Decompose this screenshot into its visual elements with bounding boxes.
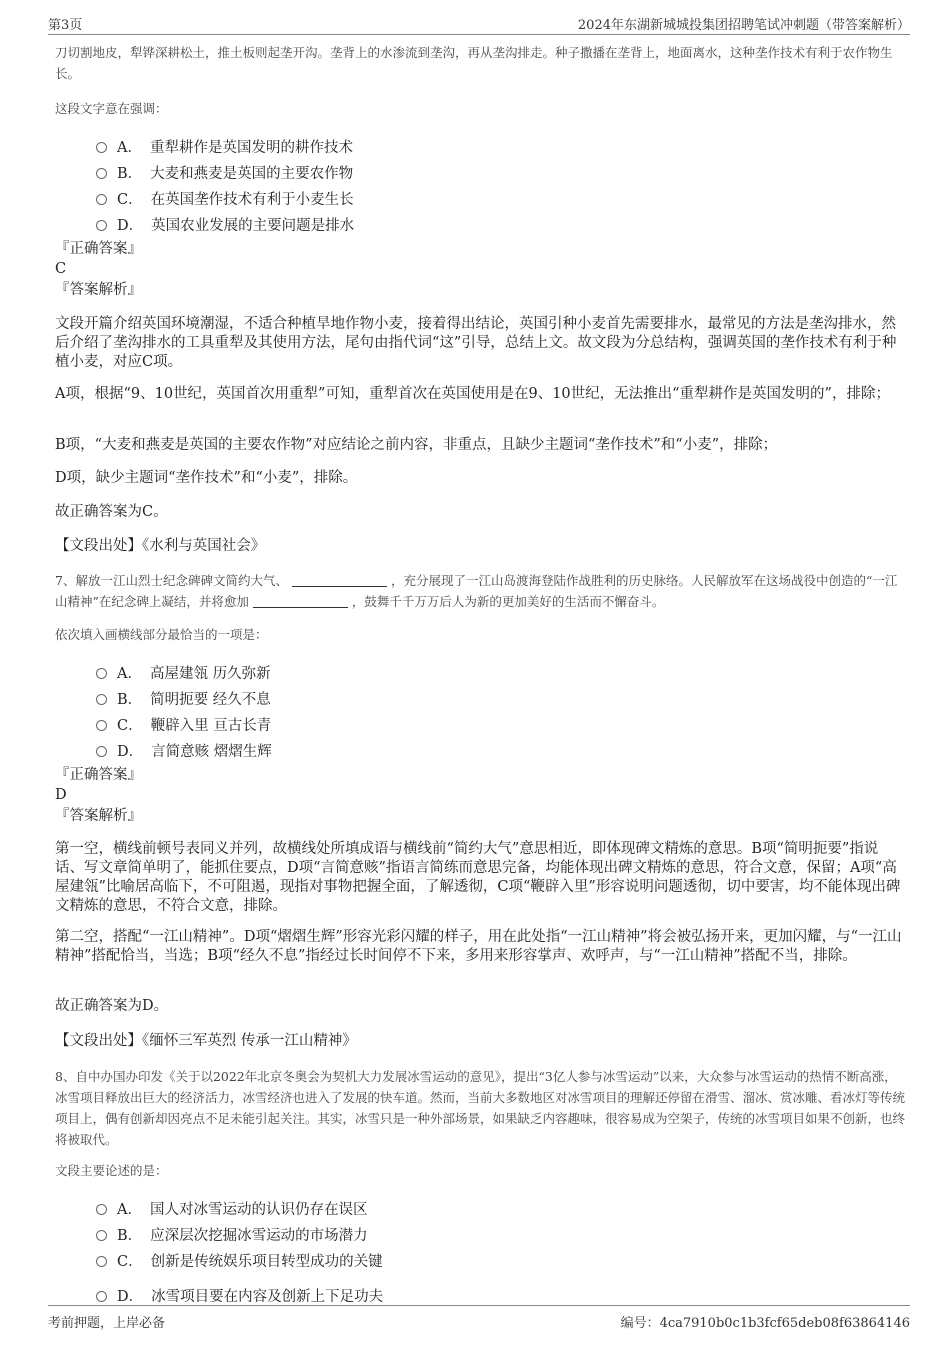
- q6-option-c[interactable]: C． 在英国垄作技术有利于小麦生长: [96, 188, 354, 209]
- page-header: [48, 12, 910, 35]
- radio-icon[interactable]: [96, 694, 107, 705]
- q6-analysis-2: A项，根据“9、10世纪，英国首次用重犁”可知，重犁首次在英国使用是在9、10世纪，无法推出“重犁耕作是英国发明的”，排除；: [55, 386, 890, 402]
- radio-icon[interactable]: [96, 720, 107, 731]
- q7-passage: 7、解放一江山烈士纪念碑碑文简约大气、 ，充分展现了一江山岛渡海登陆作战胜利的历史脉络。人民解放军在这场战役中创造的“一江山精神”在纪念碑上凝结，并将愈加 ，鼓舞千千万万后人为新的更加美好的生活而不懈奋斗。: [55, 573, 898, 609]
- q7-prompt: 依次填入画横线部分最恰当的一项是：: [55, 627, 268, 642]
- page-number: 第3页: [48, 18, 83, 33]
- q7-option-a[interactable]: A． 高屋建瓴 历久弥新: [96, 662, 271, 683]
- page-footer: [48, 1305, 910, 1332]
- q6-option-d[interactable]: D． 英国农业发展的主要问题是排水: [96, 214, 354, 235]
- radio-icon[interactable]: [96, 746, 107, 757]
- q6-source: 【文段出处】《水利与英国社会》: [55, 538, 266, 554]
- q6-answer-label: 『正确答案』: [55, 241, 142, 257]
- radio-icon[interactable]: [96, 1230, 107, 1241]
- q7-option-d[interactable]: D． 言简意赅 熠熠生辉: [96, 740, 272, 761]
- fill-blank-1: [292, 574, 387, 587]
- q7-analysis-3: 故正确答案为D。: [55, 998, 169, 1014]
- q8-option-d[interactable]: D． 冰雪项目要在内容及创新上下足功夫: [96, 1285, 383, 1306]
- q7-answer-label: 『正确答案』: [55, 767, 142, 783]
- q8-prompt: 文段主要论述的是：: [55, 1163, 168, 1178]
- radio-icon[interactable]: [96, 194, 107, 205]
- q7-analysis-label: 『答案解析』: [55, 808, 142, 824]
- q7-answer: D: [55, 787, 67, 803]
- q7-source: 【文段出处】《缅怀三军英烈 传承一江山精神》: [55, 1033, 357, 1049]
- q7-analysis-1: 第一空，横线前顿号表同义并列，故横线处所填成语与横线前“简约大气”意思相近，即体现碑文精炼的意思。B项“简明扼要”指说话、写文章简单明了，能抓住要点，D项“言简意赅”指语言简练而意思完备，均能体现出碑文精炼的意思，符合文意，保留；A项“高屋建瓴”比喻居高临下，不可阻遏，现指对事物把握全面，了解透彻，C项“鞭辟入里”形容说明问题透彻，切中要害，均不能体现出碑文精炼的意思，不符合文意，排除。: [55, 841, 901, 914]
- q6-option-a[interactable]: A． 重犁耕作是英国发明的耕作技术: [96, 136, 353, 157]
- radio-icon[interactable]: [96, 668, 107, 679]
- radio-icon[interactable]: [96, 220, 107, 231]
- q6-answer: C: [55, 261, 67, 277]
- document-title: 2024年东湖新城城投集团招聘笔试冲刺题（带答案解析）: [577, 18, 910, 33]
- radio-icon[interactable]: [96, 142, 107, 153]
- radio-icon[interactable]: [96, 1256, 107, 1267]
- q6-analysis-1: 文段开篇介绍英国环境潮湿，不适合种植旱地作物小麦，接着得出结论，英国引种小麦首先需要排水，最常见的方法是垄沟排水，然后介绍了垄沟排水的工具重犁及其使用方法，尾句由指代词“这”引导，总结上文。故文段为分总结构，强调英国的垄作技术有利于种植小麦，对应C项。: [55, 316, 897, 370]
- q7-option-c[interactable]: C． 鞭辟入里 亘古长青: [96, 714, 271, 735]
- q8-passage: 8、自中办国办印发《关于以2022年北京冬奥会为契机大力发展冰雪运动的意见》，提出“3亿人参与冰雪运动”以来，大众参与冰雪运动的热情不断高涨，冰雪项目释放出巨大的经济活力，冰雪经济也进入了发展的快车道。然而，当前大多数地区对冰雪项目的理解还停留在滑雪、溜冰、赏冰雕、看冰灯等传统项目上，偶有创新却因亮点不足未能引起关注。其实，冰雪只是一种外部场景，如果缺乏内容趣味，很容易成为空架子，传统的冰雪项目如果不创新，也终将被取代。: [55, 1069, 906, 1147]
- q7-option-b[interactable]: B． 简明扼要 经久不息: [96, 688, 271, 709]
- q6-passage: 刀切割地皮，犁铧深耕松土，推土板则起垄开沟。垄背上的水渗流到垄沟，再从垄沟排走。种子撒播在垄背上，地面离水，这种垄作技术有利于农作物生长。: [55, 45, 893, 81]
- q8-option-a[interactable]: A． 国人对冰雪运动的认识仍存在误区: [96, 1198, 367, 1219]
- footer-slogan: 考前押题，上岸必备: [48, 1316, 166, 1331]
- footer-doc-id: 编号：4ca7910b0c1b3fcf65deb08f63864146: [620, 1316, 910, 1331]
- q6-option-b[interactable]: B． 大麦和燕麦是英国的主要农作物: [96, 162, 353, 183]
- q6-analysis-3: B项，“大麦和燕麦是英国的主要农作物”对应结论之前内容，非重点，且缺少主题词“垄作技术”和“小麦”，排除；: [55, 437, 778, 453]
- radio-icon[interactable]: [96, 168, 107, 179]
- q8-option-b[interactable]: B． 应深层次挖掘冰雪运动的市场潜力: [96, 1224, 368, 1245]
- q8-option-c[interactable]: C． 创新是传统娱乐项目转型成功的关键: [96, 1250, 383, 1271]
- radio-icon[interactable]: [96, 1204, 107, 1215]
- radio-icon[interactable]: [96, 1291, 107, 1302]
- q7-analysis-2: 第二空，搭配“一江山精神”。D项“熠熠生辉”形容光彩闪耀的样子，用在此处指“一江山精神”将会被弘扬开来，更加闪耀，与“一江山精神”搭配恰当，当选；B项“经久不息”指经过长时间停不下来，多用来形容掌声、欢呼声，与“一江山精神”搭配不当，排除。: [55, 929, 902, 964]
- q6-analysis-5: 故正确答案为C。: [55, 504, 168, 520]
- fill-blank-2: [253, 595, 348, 608]
- q6-analysis-label: 『答案解析』: [55, 282, 142, 298]
- q6-prompt: 这段文字意在强调：: [55, 101, 168, 116]
- q6-analysis-4: D项，缺少主题词“垄作技术”和“小麦”，排除。: [55, 470, 358, 486]
